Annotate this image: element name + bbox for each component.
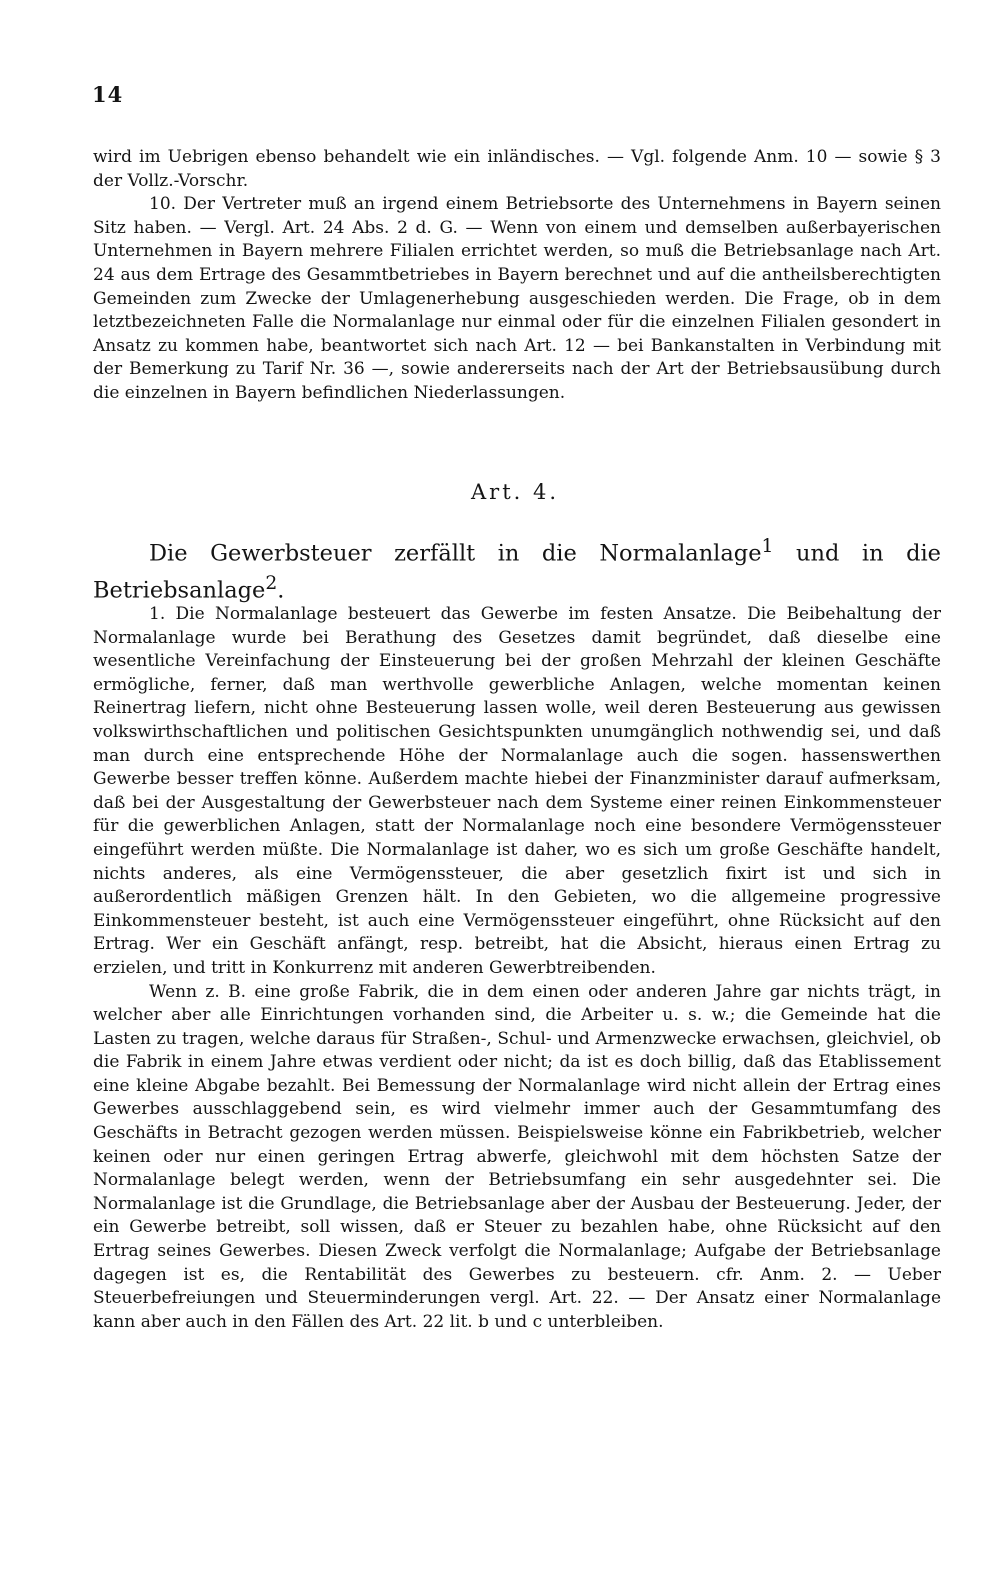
article-heading: Art. 4. [470,480,560,504]
commentary-paragraph-2: Wenn z. B. eine große Fabrik, die in dem einen oder anderen Jahre gar nichts trägt, in welcher aber alle Einrichtungen vorhanden sind, die Arbeiter u. s. w.; die Gemeinde hat die Lasten zu tragen, welche daraus für Straßen-, Schul- und Armenzwecke erwachsen, gleichviel, ob die Fabrik in einem Jahre etwas verdient oder nicht; da ist es doch billig, daß das Etablissement eine kleine Abgabe bezahlt. Bei Bemessung der Normalanlage wird nicht allein der Ertrag eines Gewerbes ausschlaggebend sein, es wird vielmehr immer auch der Gesammtumfang des Geschäfts in Betracht gezogen werden müssen. Beispielsweise könne ein Fabrikbetrieb, welcher keinen oder nur einen geringen Ertrag abwerfe, gleichwohl mit dem höchsten Satze der Normalanlage belegt werden, wenn der Betriebsumfang ein sehr ausgedehnter sei. Die Normalanlage ist die Grundlage, die Betriebsanlage aber der Ausbau der Besteuerung. Jeder, der ein Gewerbe betreibt, soll wissen, daß er Steuer zu bezahlen habe, ohne Rücksicht auf den Ertrag seines Gewerbes. Diesen Zweck verfolgt die Normalanlage; Aufgabe der Betriebsanlage dagegen ist es, die Rentabilität des Gewerbes zu besteuern. cfr. Anm. 2. — Ueber Steuerbefreiungen und Steuerminderungen vergl. Art. 22. — Der Ansatz einer Normalanlage kann aber auch in den Fällen des Art. 22 lit. b und c unterbleiben. [93,981,941,1332]
intro-section [93,146,941,406]
article-lead-text: Die Gewerbsteuer zerfällt in die Normalanlage [149,540,762,567]
page-number: 14 [92,82,124,107]
footnote-ref-1: 1 [761,536,774,557]
article-lead-end: . [277,577,285,603]
commentary-section [93,603,941,1334]
article-lead [93,532,941,605]
carryover-paragraph: wird im Uebrigen ebenso behandelt wie ein inländisches. — Vgl. folgende Anm. 10 — sowie § 3 der Vollz.-Vorschr. [93,147,941,191]
article-lead-mid: und in die Betriebsanlage [93,540,941,603]
footnote-1: 1. Die Normalanlage besteuert das Gewerbe im festen Ansatze. Die Beibehaltung der Normalanlage wurde bei Berathung des Gesetzes damit begründet, daß dieselbe eine wesentliche Vereinfachung der Einsteuerung bei der großen Mehrzahl der kleinen Geschäfte ermögliche, ferner, daß man werthvolle gewerbliche Anlagen, welche momentan keinen Reinertrag liefern, nicht ohne Besteuerung lassen wolle, weil deren Besteuerung aus gewissen volkswirthschaftlichen und politischen Gesichtspunkten unumgänglich nothwendig sei, und daß man durch eine entsprechende Höhe der Normalanlage auch die sogen. hassenswerthen Gewerbe besser treffen könne. Außerdem machte hiebei der Finanzminister darauf aufmerksam, daß bei der Ausgestaltung der Gewerbsteuer nach dem Systeme einer reinen Einkommensteuer für die gewerblichen Anlagen, statt der Normalanlage noch eine besondere Vermögenssteuer eingeführt werden müßte. Die Normalanlage ist daher, wo es sich um große Geschäfte handelt, nichts anderes, als eine Vermögenssteuer, die aber gesetzlich fixirt ist und sich in außerordentlich mäßigen Grenzen hält. In den Gebieten, wo die allgemeine progressive Einkommensteuer besteht, ist auch eine Vermögenssteuer eingeführt, ohne Rücksicht auf den Ertrag. Wer ein Geschäft anfängt, resp. betreibt, hat die Absicht, hieraus einen Ertrag zu erzielen, und tritt in Konkurrenz mit anderen Gewerbtreibenden. [93,604,941,978]
footnote-10: 10. Der Vertreter muß an irgend einem Betriebsorte des Unternehmens in Bayern seinen Sitz haben. — Vergl. Art. 24 Abs. 2 d. G. — Wenn von einem und demselben außerbayerischen Unternehmen in Bayern mehrere Filialen errichtet werden, so muß die Betriebsanlage nach Art. 24 aus dem Ertrage des Gesammtbetriebes in Bayern berechnet und auf die antheilsberechtigten Gemeinden zum Zwecke der Umlagenerhebung ausgeschieden werden. Die Frage, ob in dem letztbezeichneten Falle die Normalanlage nur einmal oder für die einzelnen Filialen gesondert in Ansatz zu kommen habe, beantwortet sich nach Art. 12 — bei Bankanstalten in Verbindung mit der Bemerkung zu Tarif Nr. 36 —, sowie andererseits nach der Art der Betriebsausübung durch die einzelnen in Bayern befindlichen Niederlassungen. [93,194,941,403]
footnote-ref-2: 2 [265,572,278,594]
